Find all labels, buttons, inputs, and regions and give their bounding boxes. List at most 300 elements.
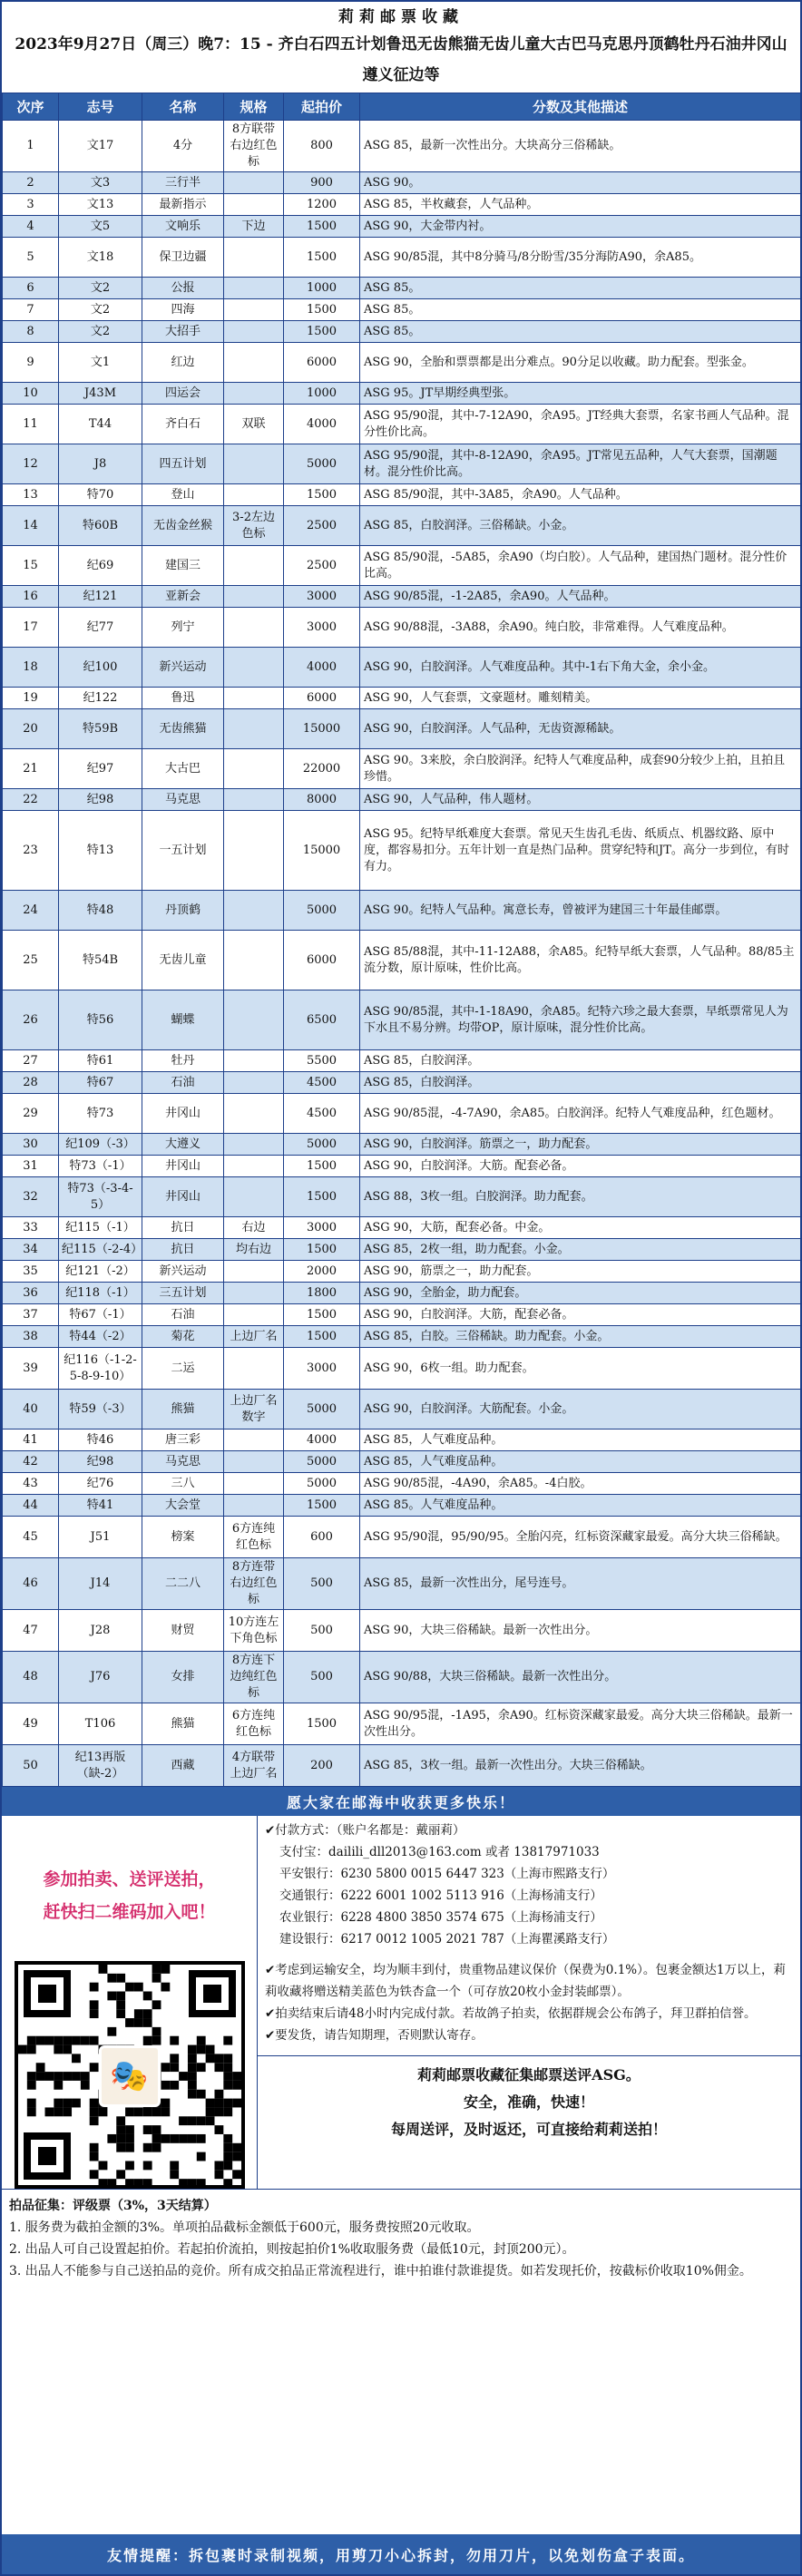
qr-module: [187, 2054, 196, 2063]
lot-description: ASG 90/88混，-3A88，余A90。纯白胶，非常难得。人气难度品种。: [360, 608, 801, 648]
qr-module: [196, 2116, 205, 2125]
lot-spec: [224, 749, 284, 789]
rule-item: 2. 出品人可自己设置起拍价。若起拍价流拍，则按起拍价1%收取服务费（最低10元，封顶200元）。: [9, 2242, 575, 2257]
lot-description: ASG 90。3来胶，余白胶润泽。纪特人气难度品种，成套90分较少上拍，且拍且珍惜。: [360, 749, 801, 789]
start-price: 1500: [284, 216, 360, 238]
bank-account: 交通银行：6222 6001 1002 5113 916（上海杨浦支行）: [279, 1888, 602, 1903]
ad-line: 每周送评，及时返还，可直接给莉莉送拍！: [390, 2121, 667, 2138]
lot-spec: 10方连左下角色标: [224, 1610, 284, 1652]
table-row: [3, 546, 801, 586]
qr-module: [116, 2000, 125, 2009]
lot-name: 财贸: [142, 1610, 224, 1652]
lot-spec: [224, 1348, 284, 1390]
rule-item: 3. 出品人不能参与自己送拍品的竞价。所有成交拍品正常流程进行，谁中拍谁付款谁提货。如若发现托价，按截标价收取10%佣金。: [9, 2264, 752, 2278]
lot-name: 4分: [142, 121, 224, 172]
lot-description: ASG 85，白胶润泽。: [360, 1050, 801, 1072]
table-row: [3, 1652, 801, 1703]
qr-module: [89, 2107, 98, 2116]
lot-spec: [224, 383, 284, 405]
lot-code: 纪109（-3）: [59, 1134, 142, 1156]
qr-module: [89, 2099, 98, 2108]
lot-spec: [224, 1261, 284, 1283]
table-row: [3, 1239, 801, 1261]
start-price: 1500: [284, 1239, 360, 1261]
lot-description: ASG 90，全胎和票票都是出分难点。90分足以收藏。助力配套。型张金。: [360, 343, 801, 383]
lot-spec: [224, 1473, 284, 1495]
lot-description: ASG 90，大金带内衬。: [360, 216, 801, 238]
lot-description: ASG 90，筋票之一，助力配套。: [360, 1261, 801, 1283]
qr-module: [98, 2179, 107, 2188]
table-row: [3, 1283, 801, 1304]
lot-code: J51: [59, 1517, 142, 1558]
start-price: 5000: [284, 1134, 360, 1156]
lot-description: ASG 90。纪特人气品种。寓意长寿，曾被评为建国三十年最佳邮票。: [360, 891, 801, 931]
qr-module: [72, 2054, 81, 2063]
table-row: [3, 1703, 801, 1745]
lot-spec: 6方连纯红色标: [224, 1517, 284, 1558]
qr-module: [133, 1983, 142, 1992]
lot-name: 蝴蝶: [142, 990, 224, 1050]
start-price: 1200: [284, 194, 360, 216]
qr-module: [89, 2000, 98, 2009]
start-price: 1500: [284, 1495, 360, 1517]
lot-description: ASG 85，半枚藏套，人气品种。: [360, 194, 801, 216]
grading-ad: [258, 2055, 800, 2143]
qr-module: [161, 2134, 170, 2143]
table-row: [3, 1517, 801, 1558]
lot-spec: [224, 444, 284, 484]
lot-name: 大招手: [142, 321, 224, 343]
lot-number: 40: [3, 1390, 59, 1429]
page-title: 莉莉邮票收藏: [338, 7, 464, 26]
lot-spec: [224, 608, 284, 648]
table-row: [3, 1429, 801, 1451]
lot-code: 纪97: [59, 749, 142, 789]
qr-module: [187, 2072, 196, 2081]
qr-module: [125, 2018, 134, 2027]
table-row: [3, 1304, 801, 1326]
qr-module: [116, 2143, 125, 2152]
qr-module: [125, 1983, 134, 1992]
lot-name: 三五计划: [142, 1283, 224, 1304]
table-row: [3, 1390, 801, 1429]
lot-spec: 4方联带上边厂名: [224, 1745, 284, 1787]
qr-module: [98, 2107, 107, 2116]
start-price: 3000: [284, 586, 360, 608]
lot-code: 特48: [59, 891, 142, 931]
qr-module: [223, 2099, 232, 2108]
start-price: 1800: [284, 1283, 360, 1304]
lot-description: ASG 85/90混，其中-3A85，余A90。人气品种。: [360, 484, 801, 506]
lot-number: 23: [3, 811, 59, 891]
start-price: 500: [284, 1652, 360, 1703]
qr-module: [196, 2090, 205, 2099]
lot-code: 特13: [59, 811, 142, 891]
table-row: [3, 990, 801, 1050]
qr-module: [44, 2107, 54, 2116]
lot-spec: [224, 1177, 284, 1217]
table-row: [3, 1326, 801, 1348]
note-item: ✔拍卖结束后请48小时内完成付款。若故鸽子拍卖，依据群规会公布鸽子，拜卫群拍信誉。: [265, 2006, 757, 2021]
qr-module: [116, 2125, 125, 2134]
qr-module: [161, 1983, 170, 1992]
lot-number: 12: [3, 444, 59, 484]
lot-description: ASG 90，白胶润泽。筋票之一，助力配套。: [360, 1134, 801, 1156]
lot-name: 一五计划: [142, 811, 224, 891]
table-row: [3, 343, 801, 383]
table-row: [3, 484, 801, 506]
qr-module: [214, 2090, 223, 2099]
lot-number: 5: [3, 238, 59, 278]
lot-spec: [224, 990, 284, 1050]
lot-number: 3: [3, 194, 59, 216]
lot-description: ASG 95/90混，95/90/95。全胎闪亮，红标资深藏家最爱。高分大块三俗稀缺。: [360, 1517, 801, 1558]
lot-code: 文2: [59, 278, 142, 299]
lot-spec: 双联: [224, 405, 284, 444]
start-price: 800: [284, 121, 360, 172]
lot-code: 特46: [59, 1429, 142, 1451]
qr-module: [63, 2107, 72, 2116]
lot-name: 四运会: [142, 383, 224, 405]
qr-module: [89, 2170, 98, 2179]
qr-module: [161, 2081, 170, 2090]
lot-code: 特44（-2）: [59, 1326, 142, 1348]
start-price: 4000: [284, 405, 360, 444]
qr-module: [205, 2045, 214, 2054]
lot-name: 榜案: [142, 1517, 224, 1558]
lot-spec: 右边: [224, 1217, 284, 1239]
lot-number: 9: [3, 343, 59, 383]
lot-number: 8: [3, 321, 59, 343]
qr-module: [44, 2072, 54, 2081]
lot-description: ASG 85，2枚一组，助力配套。小金。: [360, 1239, 801, 1261]
lot-code: 纪122: [59, 688, 142, 709]
lot-name: 熊猫: [142, 1703, 224, 1745]
auction-subtitle: 2023年9月27日（周三）晚7：15 - 齐白石四五计划鲁迅无齿熊猫无齿儿童大古巴马克思丹顶鹤牡丹石油井冈山遵义征边等: [15, 35, 787, 84]
lot-code: 纪69: [59, 546, 142, 586]
start-price: 1500: [284, 1156, 360, 1177]
start-price: 3000: [284, 1217, 360, 1239]
lot-description: ASG 85，白胶润泽。三俗稀缺。小金。: [360, 506, 801, 546]
table-row: [3, 194, 801, 216]
lot-spec: [224, 811, 284, 891]
lot-code: 纪121: [59, 586, 142, 608]
lot-code: 特59（-3）: [59, 1390, 142, 1429]
table-row: [3, 648, 801, 688]
table-row: [3, 278, 801, 299]
qr-module: [214, 2170, 223, 2179]
qr-module: [152, 2027, 161, 2036]
lot-code: J76: [59, 1652, 142, 1703]
lot-name: 保卫边疆: [142, 238, 224, 278]
lot-description: ASG 90。: [360, 172, 801, 194]
qr-module: [187, 2134, 196, 2143]
qr-module: [161, 2107, 170, 2116]
table-row: [3, 172, 801, 194]
lot-spec: [224, 172, 284, 194]
qr-module: [152, 2143, 161, 2152]
lot-name: 四五计划: [142, 444, 224, 484]
qr-module: [187, 2081, 196, 2090]
lot-number: 44: [3, 1495, 59, 1517]
table-row: [3, 1261, 801, 1283]
lot-code: 特41: [59, 1495, 142, 1517]
qr-module: [205, 2116, 214, 2125]
qr-module: [223, 2179, 232, 2188]
lot-name: 最新指示: [142, 194, 224, 216]
lot-name: 红边: [142, 343, 224, 383]
qr-module: [179, 2116, 188, 2125]
qr-module: [54, 2072, 63, 2081]
lot-number: 18: [3, 648, 59, 688]
lot-name: 建国三: [142, 546, 224, 586]
qr-finder-mark: [24, 2132, 71, 2180]
qr-module: [170, 2063, 179, 2072]
qr-module: [26, 2107, 35, 2116]
start-price: 6500: [284, 990, 360, 1050]
lot-name: 无齿金丝猴: [142, 506, 224, 546]
lot-description: ASG 90/88，大块三俗稀缺。最新一次性出分。: [360, 1652, 801, 1703]
qr-code[interactable]: [15, 1961, 245, 2189]
lot-name: 马克思: [142, 1451, 224, 1473]
table-row: [3, 238, 801, 278]
qr-module: [125, 2134, 134, 2143]
lot-description: ASG 95。JT早期经典型张。: [360, 383, 801, 405]
start-price: 1500: [284, 1703, 360, 1745]
qr-module: [187, 2045, 196, 2054]
ad-line: 莉莉邮票收藏征集邮票送评ASG。: [417, 2066, 641, 2083]
qr-module: [196, 2152, 205, 2161]
lot-number: 27: [3, 1050, 59, 1072]
lot-code: 特73（-3-4-5）: [59, 1177, 142, 1217]
lot-name: 石油: [142, 1072, 224, 1094]
lot-code: 纪13再版（缺-2）: [59, 1745, 142, 1787]
lot-number: 11: [3, 405, 59, 444]
qr-module: [133, 2179, 142, 2188]
qr-module: [170, 2170, 179, 2179]
qr-module: [170, 2036, 179, 2045]
lot-number: 46: [3, 1558, 59, 1610]
col-header: 次序: [3, 93, 59, 121]
qr-module: [223, 2161, 232, 2170]
lot-spec: [224, 1451, 284, 1473]
qr-module: [125, 2125, 134, 2134]
qr-module: [125, 2143, 134, 2152]
lot-number: 41: [3, 1429, 59, 1451]
qr-module: [18, 2045, 27, 2054]
start-price: 600: [284, 1517, 360, 1558]
qr-module: [223, 2143, 232, 2152]
lot-code: 特67: [59, 1072, 142, 1094]
qr-module: [223, 2152, 232, 2161]
qr-module: [44, 2036, 54, 2045]
lot-code: 纪116（-1-2-5-8-9-10）: [59, 1348, 142, 1390]
qr-module: [196, 2134, 205, 2143]
lot-spec: [224, 194, 284, 216]
lot-spec: [224, 238, 284, 278]
lot-name: 新兴运动: [142, 648, 224, 688]
start-price: 1500: [284, 484, 360, 506]
start-price: 1500: [284, 1304, 360, 1326]
start-price: 1000: [284, 278, 360, 299]
lot-description: ASG 85，人气难度品种。: [360, 1429, 801, 1451]
lot-spec: [224, 789, 284, 811]
lot-name: 亚新会: [142, 586, 224, 608]
lot-description: ASG 85。: [360, 299, 801, 321]
table-row: [3, 121, 801, 172]
col-header: 分数及其他描述: [360, 93, 801, 121]
lot-name: 唐三彩: [142, 1429, 224, 1451]
qr-module: [196, 2045, 205, 2054]
table-row: [3, 811, 801, 891]
qr-module: [116, 2009, 125, 2018]
qr-module: [142, 2036, 152, 2045]
lot-code: 纪77: [59, 608, 142, 648]
lot-description: ASG 85，人气难度品种。: [360, 1451, 801, 1473]
qr-module: [161, 2063, 170, 2072]
lot-spec: 8方联带右边红色标: [224, 121, 284, 172]
start-price: 8000: [284, 789, 360, 811]
lot-code: 特59B: [59, 709, 142, 749]
start-price: 5000: [284, 1451, 360, 1473]
qr-module: [26, 2045, 35, 2054]
qr-finder-mark: [24, 1970, 71, 2017]
lot-table: [2, 93, 801, 1787]
qr-module: [205, 2099, 214, 2108]
lot-description: ASG 85，最新一次性出分。大块高分三俗稀缺。: [360, 121, 801, 172]
lot-spec: [224, 546, 284, 586]
qr-module: [161, 1965, 170, 1974]
lot-name: 鲁迅: [142, 688, 224, 709]
lot-name: 公报: [142, 278, 224, 299]
lot-number: 16: [3, 586, 59, 608]
lot-name: 登山: [142, 484, 224, 506]
shipping-notes: [265, 1959, 793, 2046]
qr-module: [214, 2063, 223, 2072]
start-price: 2500: [284, 546, 360, 586]
qr-module: [142, 2018, 152, 2027]
lot-spec: [224, 586, 284, 608]
start-price: 2500: [284, 506, 360, 546]
lot-name: 二运: [142, 1348, 224, 1390]
qr-module: [214, 2099, 223, 2108]
qr-module: [187, 2063, 196, 2072]
lot-number: 48: [3, 1652, 59, 1703]
qr-module: [142, 2107, 152, 2116]
lot-description: ASG 88，3枚一组。白胶润泽。助力配套。: [360, 1177, 801, 1217]
lot-number: 2: [3, 172, 59, 194]
lot-number: 45: [3, 1517, 59, 1558]
lot-name: 齐白石: [142, 405, 224, 444]
lot-number: 50: [3, 1745, 59, 1787]
lot-spec: [224, 891, 284, 931]
lot-number: 13: [3, 484, 59, 506]
qr-module: [116, 2116, 125, 2125]
lot-description: ASG 90，白胶润泽。大筋。配套必备。: [360, 1156, 801, 1177]
lot-number: 15: [3, 546, 59, 586]
lot-spec: 6方连纯红色标: [224, 1703, 284, 1745]
lot-description: ASG 90，白胶润泽。大筋配套。小金。: [360, 1390, 801, 1429]
lot-name: 马克思: [142, 789, 224, 811]
qr-module: [179, 2179, 188, 2188]
lot-name: 新兴运动: [142, 1261, 224, 1283]
start-price: 6000: [284, 343, 360, 383]
lot-code: 文2: [59, 299, 142, 321]
table-row: [3, 1473, 801, 1495]
lot-number: 30: [3, 1134, 59, 1156]
lot-number: 19: [3, 688, 59, 709]
qr-module: [125, 2107, 134, 2116]
qr-module: [232, 2072, 241, 2081]
start-price: 900: [284, 172, 360, 194]
table-row: [3, 1177, 801, 1217]
table-row: [3, 1348, 801, 1390]
lot-spec: 下边: [224, 216, 284, 238]
qr-module: [232, 2099, 241, 2108]
qr-module: [26, 2099, 35, 2108]
qr-module: [205, 2107, 214, 2116]
lot-code: 纪98: [59, 1451, 142, 1473]
qr-module: [187, 2090, 196, 2099]
cta-line: 赶快扫二维码加入吧！: [43, 1902, 216, 1922]
qr-module: [72, 2099, 81, 2108]
qr-module: [26, 2036, 35, 2045]
qr-module: [223, 2063, 232, 2072]
lot-spec: [224, 299, 284, 321]
start-price: 2000: [284, 1261, 360, 1283]
qr-module: [116, 1992, 125, 2001]
qr-module: [107, 2134, 116, 2143]
lot-number: 42: [3, 1451, 59, 1473]
col-header: 起拍价: [284, 93, 360, 121]
lot-description: ASG 90，白胶润泽。人气品种，无齿资源稀缺。: [360, 709, 801, 749]
qr-avatar-icon: 🎭: [99, 2045, 161, 2107]
qr-module: [170, 2134, 179, 2143]
lot-name: 大古巴: [142, 749, 224, 789]
lot-name: 列宁: [142, 608, 224, 648]
lot-spec: [224, 1495, 284, 1517]
lot-spec: [224, 1050, 284, 1072]
lot-description: ASG 90/85混，其中8分骑马/8分盼雪/35分海防A90，余A85。: [360, 238, 801, 278]
qr-module: [63, 2036, 72, 2045]
lot-code: 纪115（-1）: [59, 1217, 142, 1239]
promo-left: [2, 1816, 258, 2189]
table-row: [3, 1156, 801, 1177]
lot-description: ASG 95/90混，其中-7-12A90，余A95。JT经典大套票，名家书画人气品种。混分性价比高。: [360, 405, 801, 444]
qr-module: [116, 2170, 125, 2179]
qr-module: [63, 2072, 72, 2081]
lot-number: 1: [3, 121, 59, 172]
table-row: [3, 1094, 801, 1134]
table-row: [3, 586, 801, 608]
lot-name: 抗日: [142, 1217, 224, 1239]
lot-number: 28: [3, 1072, 59, 1094]
start-price: 4500: [284, 1072, 360, 1094]
qr-module: [196, 2179, 205, 2188]
lot-description: ASG 90，白胶润泽。人气难度品种。其中-1右下角大金，余小金。: [360, 648, 801, 688]
lot-number: 39: [3, 1348, 59, 1390]
cta-line: 参加拍卖、送评送拍，: [43, 1869, 216, 1889]
lot-spec: 8方连带右边红色标: [224, 1558, 284, 1610]
qr-module: [187, 2179, 196, 2188]
lot-code: 纪121（-2）: [59, 1261, 142, 1283]
lot-code: 纪76: [59, 1473, 142, 1495]
lot-number: 6: [3, 278, 59, 299]
lot-spec: [224, 709, 284, 749]
lot-number: 43: [3, 1473, 59, 1495]
qr-module: [54, 2045, 63, 2054]
qr-module: [72, 2072, 81, 2081]
